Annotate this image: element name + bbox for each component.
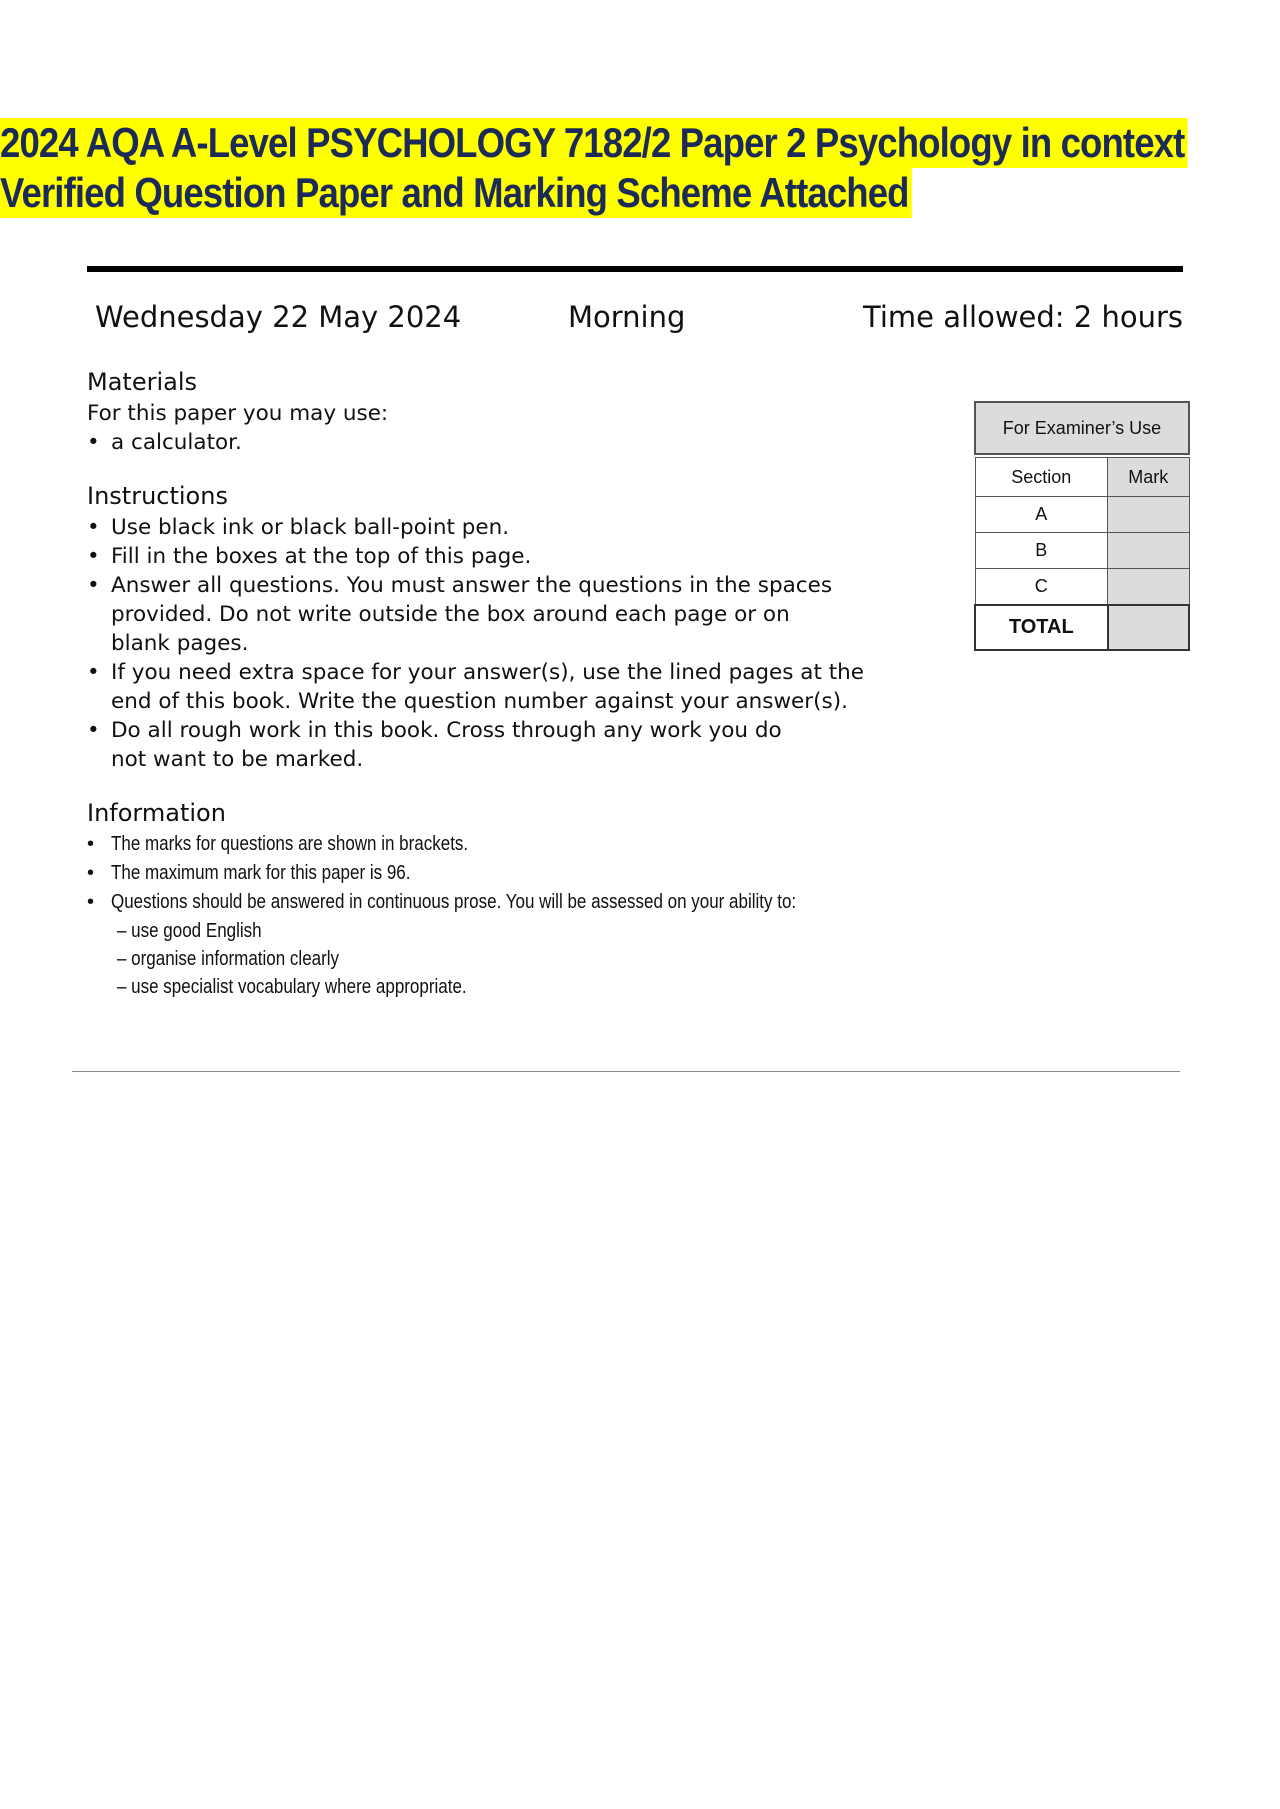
section-label: B <box>975 533 1108 569</box>
list-item-line: • Answer all questions. You must answer the questions in the spaces <box>111 573 833 598</box>
section-label: C <box>975 569 1108 606</box>
list-item-line: • If you need extra space for your answer(s), use the lined pages at the <box>111 660 865 685</box>
information-section <box>87 799 947 1001</box>
list-item-text: – organise information clearly <box>117 948 340 970</box>
list-item <box>87 571 947 658</box>
list-item <box>87 513 947 542</box>
information-heading: Information <box>87 799 226 827</box>
examiner-use-table <box>974 401 1190 651</box>
total-mark-cell <box>1108 605 1189 650</box>
examiner-table-header: For Examiner’s Use <box>975 402 1189 454</box>
list-item-line: not want to be marked. <box>111 747 364 772</box>
instructions-list <box>87 513 947 774</box>
list-item-line: blank pages. <box>111 631 249 656</box>
list-item-text: The maximum mark for this paper is 96. <box>111 862 411 884</box>
header-rule <box>87 266 1183 272</box>
materials-section <box>87 368 947 457</box>
list-item-text: – use good English <box>117 920 262 942</box>
materials-intro: For this paper you may use: <box>87 401 389 426</box>
exam-time-allowed: Time allowed: 2 hours <box>863 300 1183 334</box>
exam-session: Morning <box>568 300 686 334</box>
list-item <box>87 945 947 973</box>
list-item-line: provided. Do not write outside the box around each page or on <box>111 602 790 627</box>
exam-instructions-content <box>87 368 947 1026</box>
title-line-1: 2024 AQA A-Level PSYCHOLOGY 7182/2 Paper 2 Psychology in context <box>0 118 1188 168</box>
list-item-text: Questions should be answered in continuous prose. You will be assessed on your ability to: <box>111 891 797 913</box>
list-item-line: • Do all rough work in this book. Cross through any work you do <box>111 718 782 743</box>
document-title <box>0 118 1240 218</box>
mark-cell <box>1108 497 1189 533</box>
exam-date: Wednesday 22 May 2024 <box>95 300 462 334</box>
information-list <box>87 830 947 917</box>
footer-rule <box>72 1071 1180 1072</box>
title-line-2: Verified Question Paper and Marking Scheme Attached <box>0 168 912 218</box>
section-column-header: Section <box>975 458 1108 497</box>
list-item <box>87 888 947 917</box>
list-item-text: – use specialist vocabulary where appropriate. <box>117 976 467 998</box>
mark-cell <box>1108 533 1189 569</box>
total-label: TOTAL <box>975 605 1108 650</box>
mark-cell <box>1108 569 1189 606</box>
materials-heading: Materials <box>87 368 198 396</box>
list-item-line: end of this book. Write the question number against your answer(s). <box>111 689 848 714</box>
exam-meta-row <box>95 300 1183 340</box>
list-item <box>87 917 947 945</box>
list-item-line: • Fill in the boxes at the top of this page. <box>111 544 532 569</box>
list-item-line: • Use black ink or black ball-point pen. <box>111 515 510 540</box>
instructions-section <box>87 482 947 774</box>
list-item: • a calculator. <box>87 428 947 457</box>
list-item <box>87 716 947 774</box>
mark-column-header: Mark <box>1108 458 1189 497</box>
list-item-text: The marks for questions are shown in brackets. <box>111 833 469 855</box>
list-item <box>87 658 947 716</box>
list-item <box>87 859 947 888</box>
list-item <box>87 973 947 1001</box>
materials-list <box>87 428 947 457</box>
instructions-heading: Instructions <box>87 482 228 510</box>
assessment-criteria-list <box>87 917 947 1001</box>
section-label: A <box>975 497 1108 533</box>
list-item <box>87 542 947 571</box>
list-item <box>87 830 947 859</box>
